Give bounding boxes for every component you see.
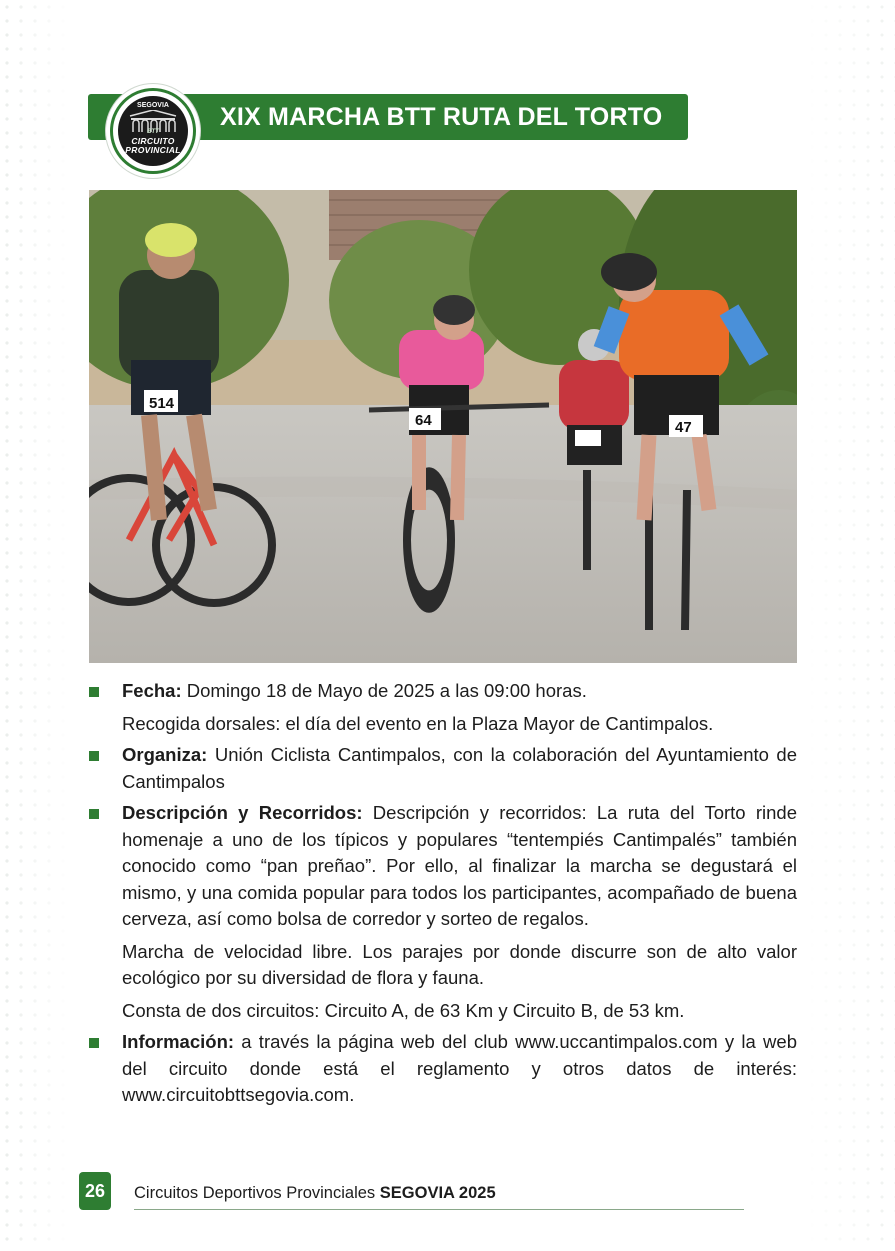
item-label: Fecha: [122, 680, 182, 701]
cyclists-photo [89, 190, 797, 663]
footer-text: Circuitos Deportivos Provinciales SEGOVIA 2025 [134, 1184, 496, 1202]
item-extra: Consta de dos circuitos: Circuito A, de 63 Km y Circuito B, de 53 km. [122, 999, 685, 1021]
item-label: Organiza: [122, 744, 208, 765]
bullet-square-icon [89, 687, 99, 697]
bullet-square-icon [89, 809, 99, 819]
list-item-fecha [89, 678, 797, 737]
item-text: Unión Ciclista Cantimpalos, con la colaboración del Ayuntamiento de Cantimpalos [122, 744, 797, 792]
page-title: XIX MARCHA BTT RUTA DEL TORTO [220, 103, 663, 131]
circuit-logo [106, 84, 200, 178]
list-item-organiza [89, 742, 797, 795]
footer-divider [134, 1209, 744, 1210]
decorative-dots-left [0, 0, 70, 1251]
bib-number: 514 [149, 395, 175, 412]
list-item-informacion [89, 1029, 797, 1109]
logo-circuit-text: CIRCUITO PROVINCIAL [125, 136, 181, 155]
item-text: a través la página web del club www.uccantimpalos.com y la web del circuito donde está el reglamento y otros datos de interés: www.circuitobttsegovia.com. [122, 1031, 797, 1105]
item-extra: Recogida dorsales: el día del evento en la Plaza Mayor de Cantimpalos. [122, 712, 714, 734]
logo-top-text: SEGOVIA [137, 102, 169, 109]
bib-number: 47 [675, 419, 692, 436]
item-text: Descripción y recorridos: La ruta del Torto rinde homenaje a uno de los típicos y populares “tentempiés Cantimpalés” también conocido como “pan preñao”. Por ello, al finalizar la marcha se degustará el mismo, y una comida popular para todos los participantes, acompañado de buena cerveza, así como bolsa de corredor y sorteo de regalos. [122, 802, 797, 929]
event-info-list [89, 678, 797, 1109]
bullet-square-icon [89, 751, 99, 761]
bib-number: 64 [415, 412, 432, 429]
decorative-dots-right [805, 0, 895, 1251]
item-label: Descripción y Recorridos: [122, 802, 363, 823]
bullet-square-icon [89, 1038, 99, 1048]
item-text: Domingo 18 de Mayo de 2025 a las 09:00 horas. [181, 680, 587, 701]
item-label: Información: [122, 1031, 235, 1052]
page-number: 26 [79, 1172, 111, 1210]
logo-btt-text: BTT [147, 129, 159, 135]
item-extra: Marcha de velocidad libre. Los parajes por donde discurre son de alto valor ecológico por su diversidad de flora y fauna. [122, 940, 797, 988]
list-item-descripcion [89, 800, 797, 1024]
